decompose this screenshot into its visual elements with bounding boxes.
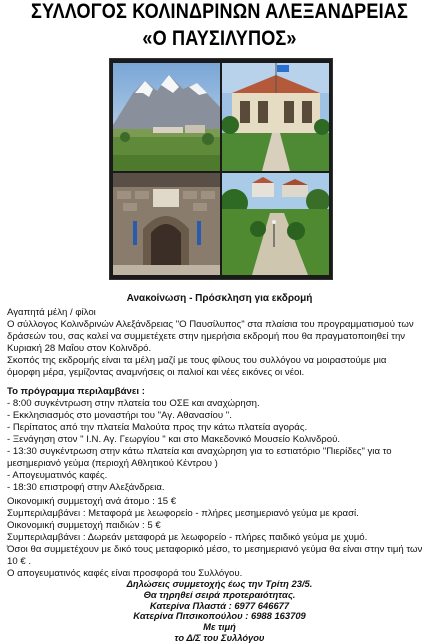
signoff: Με τιμή [203,621,236,633]
program-item: - 18:30 επιστροφή στην Αλεξάνδρεια. [7,482,165,493]
photo-church [113,173,220,275]
program-item: - Εκκλησιασμός στο μοναστήρι του "Αγ. Αθανασίου ". [7,410,232,421]
costs-section [7,496,435,580]
cost-line: 10 € . [7,556,32,567]
intro-line: Κυριακή 28 Μαΐου στον Κολινδρό. [7,343,152,354]
title-line-2: «Ο ΠΑΥΣΙΛΥΠΟΣ» [142,27,297,50]
program-item: - Απογευματινός καφές. [7,470,108,481]
intro-line: Αγαπητά μέλη / φίλοι [7,307,96,318]
photo-museum [222,63,329,171]
closing-priority: Θα τηρηθεί σειρά προτεραιότητας. [143,588,296,600]
program-section [7,386,435,494]
intro-line: δράσεών του, σας καλεί να συμμετέχετε στην ημερήσια εκδρομή που θα πραγματοποιηθεί την [7,331,406,342]
program-item: μεσημεριανό γεύμα (περιοχή Αθλητικού Κέντρου ) [7,458,218,469]
closing-deadline: Δηλώσεις συμμετοχής έως την Τρίτη 23/5. [126,578,313,589]
program-item: - 8:00 συγκέντρωση στην πλατεία του ΟΣΕ και αναχώρηση. [7,398,260,409]
cost-line: Οικονομική συμμετοχή παιδιών : 5 € [7,520,161,531]
signature: το Δ/Σ του Συλλόγου [174,631,265,643]
program-item: - 13:30 συγκέντρωση στην κάτω πλατεία και αναχώρηση για το εστιατόριο "Πιερίδες" για το [7,446,392,457]
contact-1: Κατερίνα Πλαστά : 6977 646677 [149,599,290,611]
photo-mountain [113,63,220,171]
intro-line: Σκοπός της εκδρομής είναι τα μέλη μαζί με τους φίλους του συλλόγου να μοιραστούμε μια [7,355,387,366]
photo-square [222,173,329,275]
title-line-1: ΣΥΛΛΟΓΟΣ ΚΟΛΙΝΔΡΙΝΩΝ ΑΛΕΞΑΝΔΡΕΙΑΣ [30,0,408,23]
announcement-heading: Ανακοίνωση - Πρόσκληση για εκδρομή [126,293,313,304]
intro-paragraph [7,307,435,379]
cost-line: Ο απογευματινός καφές είναι προσφορά του Συλλόγου. [7,568,243,579]
cost-line: Συμπεριλαμβάνει : Μεταφορά με λεωφορείο - πλήρες μεσημεριανό γεύμα με κρασί. [7,508,359,519]
cost-line: Όσοι θα συμμετέχουν με δικό τους μεταφορικό μέσο, το μεσημεριανό γεύμα θα είναι στην τιμή των [7,544,423,555]
program-title: Το πρόγραμμα περιλαμβάνει : [7,386,145,397]
closing-block [0,579,439,644]
photo-collage [109,58,333,280]
cost-line: Συμπεριλαμβάνει : Δωρεάν μεταφορά με λεωφορείο - πλήρες παιδικό γεύμα με χυμό. [7,532,368,543]
contact-2: Κατερίνα Πιτσικοπούλου : 6988 163709 [133,610,306,622]
intro-line: Ο σύλλογος Κολινδρινών Αλεξάνδρειας "Ο Παυσίλυπος" στα πλαίσια του προγραμματισμού των [7,319,414,330]
program-item: - Ξενάγηση στον " Ι.Ν. Αγ. Γεωργίου " και στο Μακεδονικό Μουσείο Κολινδρού. [7,434,340,445]
cost-line: Οικονομική συμμετοχή ανά άτομο : 15 € [7,496,177,507]
intro-line: όμορφη μέρα, γεμίζοντας αναμνήσεις οι παλιοί και νέες εικόνες οι νέοι. [7,367,305,378]
program-item: - Περίπατος από την πλατεία Μαλούτα προς την κάτω πλατεία αγοράς. [7,422,308,433]
